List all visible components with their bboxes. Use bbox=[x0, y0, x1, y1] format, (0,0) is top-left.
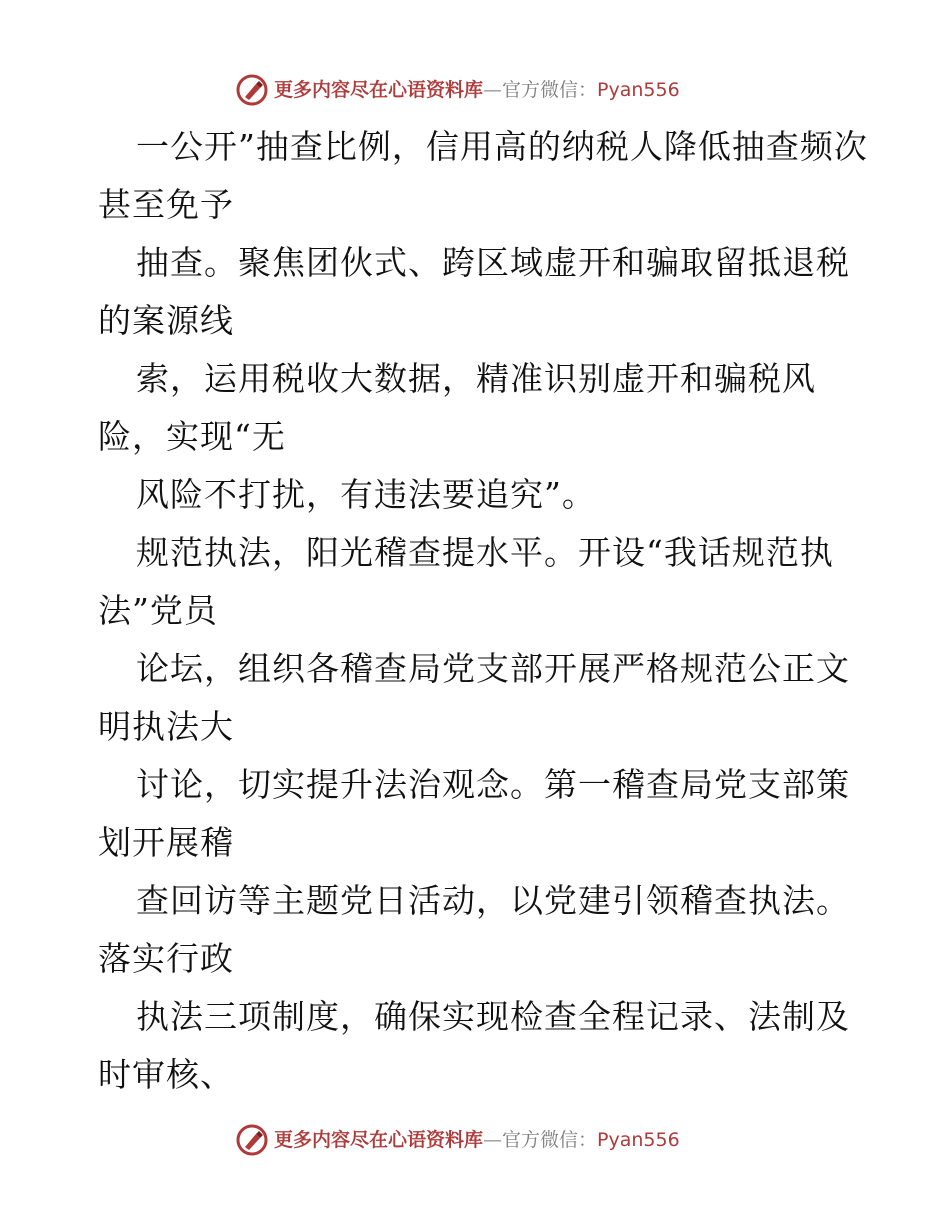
paragraph-line: 索，运用税收大数据，精准识别虚开和骗税风险，实现“无 bbox=[98, 359, 816, 456]
paragraph-line: 风险不打扰，有违法要追究”。 bbox=[136, 475, 596, 514]
document-body bbox=[98, 118, 868, 1104]
watermark-dash: — bbox=[483, 1129, 503, 1151]
watermark-wechat-label: 官方微信： bbox=[502, 1129, 598, 1151]
paragraph-line: 抽查。聚焦团伙式、跨区域虚开和骗取留抵退税的案源线 bbox=[98, 243, 850, 340]
pen-seal-icon bbox=[236, 74, 268, 106]
pen-seal-icon bbox=[236, 1124, 268, 1156]
paragraph-line: 执法三项制度，确保实现检查全程记录、法制及时审核、 bbox=[98, 997, 850, 1094]
paragraph-line: 查回访等主题党日活动，以党建引领稽查执法。落实行政 bbox=[98, 881, 850, 978]
paragraph-line: 一公开”抽查比例，信用高的纳税人降低抽查频次甚至免予 bbox=[98, 127, 868, 224]
watermark-site-text: 更多内容尽在心语资料库 bbox=[274, 79, 484, 101]
watermark-dash: — bbox=[483, 79, 503, 101]
watermark-wechat-id: Pyan556 bbox=[597, 1129, 680, 1151]
watermark-text bbox=[274, 72, 680, 108]
paragraph-line: 论坛，组织各稽查局党支部开展严格规范公正文明执法大 bbox=[98, 649, 850, 746]
paragraph-line: 规范执法，阳光稽查提水平。开设“我话规范执法”党员 bbox=[98, 533, 834, 630]
footer-watermark bbox=[236, 1122, 680, 1158]
header-watermark bbox=[236, 72, 680, 108]
watermark-wechat-id: Pyan556 bbox=[597, 79, 680, 101]
watermark-site-text: 更多内容尽在心语资料库 bbox=[274, 1129, 484, 1151]
paragraph-line: 讨论，切实提升法治观念。第一稽查局党支部策划开展稽 bbox=[98, 765, 850, 862]
watermark-text bbox=[274, 1122, 680, 1158]
watermark-wechat-label: 官方微信： bbox=[502, 79, 598, 101]
